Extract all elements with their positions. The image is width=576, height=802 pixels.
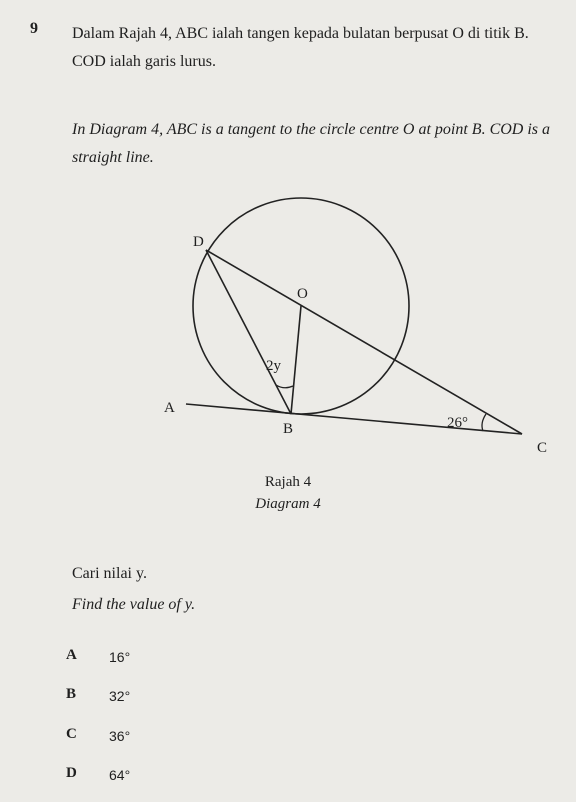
- label-angle-26: 26°: [447, 415, 468, 431]
- label-a: A: [164, 400, 175, 416]
- option-b-letter[interactable]: B: [66, 686, 77, 702]
- label-d: D: [193, 234, 204, 250]
- option-c-value[interactable]: 36°: [109, 728, 131, 744]
- question-text-malay: Dalam Rajah 4, ABC ialah tangen kepada bulatan berpusat O di titik B. COD ialah garis lurus.: [72, 25, 529, 70]
- label-angle-2y: 2y: [266, 358, 281, 374]
- option-b-value[interactable]: 32°: [109, 688, 131, 704]
- circle-tangent-diagram: [0, 190, 576, 460]
- label-b: B: [283, 421, 294, 437]
- angle-arc-c: [482, 414, 486, 431]
- option-c-letter[interactable]: C: [66, 726, 77, 742]
- label-o: O: [297, 286, 308, 302]
- diagram-caption-english: Diagram 4: [255, 496, 321, 512]
- question-text-english: In Diagram 4, ABC is a tangent to the circle centre O at point B. COD is a straight line.: [72, 121, 551, 166]
- question-number: 9: [30, 20, 38, 37]
- radius-ob: [291, 306, 301, 414]
- prompt-malay: Cari nilai y.: [72, 565, 147, 582]
- label-c: C: [537, 440, 548, 456]
- prompt-english: Find the value of y.: [72, 596, 196, 613]
- option-d-letter[interactable]: D: [66, 765, 77, 781]
- angle-arc-b: [276, 385, 293, 388]
- tangent-line-abc: [186, 404, 522, 434]
- option-d-value[interactable]: 64°: [109, 767, 131, 783]
- option-a-letter[interactable]: A: [66, 647, 77, 663]
- diagram-caption-malay: Rajah 4: [264, 474, 312, 490]
- option-a-value[interactable]: 16°: [109, 649, 131, 665]
